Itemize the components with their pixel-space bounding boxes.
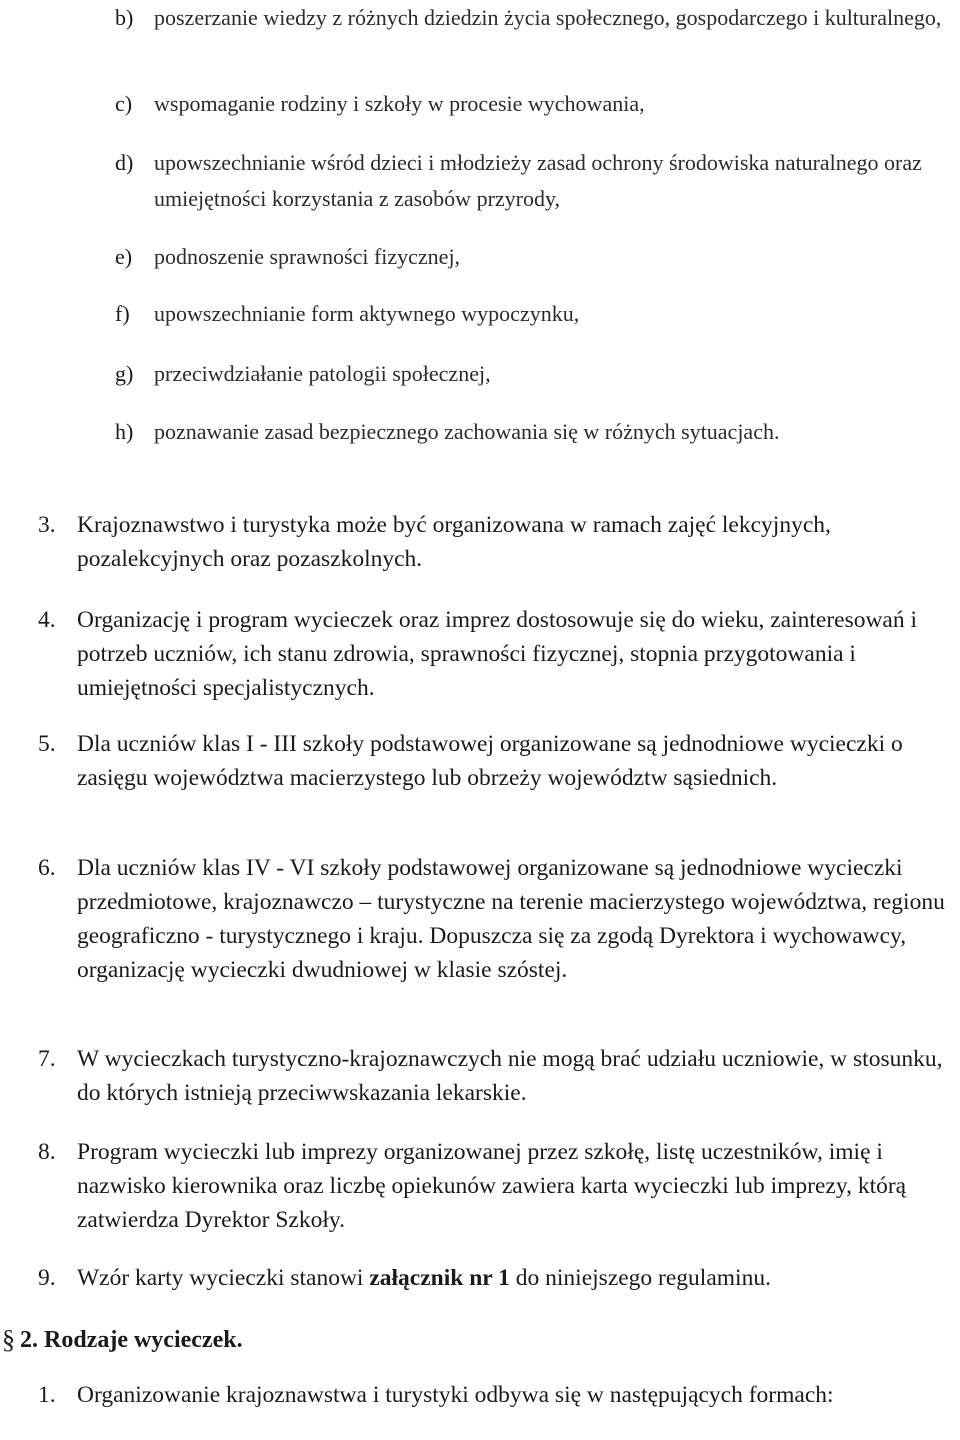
item-marker: g) xyxy=(115,361,134,386)
item-marker: c) xyxy=(115,91,133,116)
point-text: Krajoznawstwo i turystyka może być organizowana w ramach zajęć lekcyjnych, pozalekcyjnych oraz pozaszkolnych. xyxy=(77,512,831,572)
point-number: 6. xyxy=(38,855,56,881)
item-marker: b) xyxy=(115,5,134,30)
item-text: poznawanie zasad bezpiecznego zachowania się w różnych sytuacjach. xyxy=(154,419,780,444)
item-text: podnoszenie sprawności fizycznej, xyxy=(154,244,461,269)
point-number: 7. xyxy=(38,1046,56,1072)
point-text: Organizowanie krajoznawstwa i turystyki odbywa się w następujących formach: xyxy=(77,1382,834,1408)
point-text: W wycieczkach turystyczno-krajoznawczych nie mogą brać udziału uczniowie, w stosunku, do których istnieją przeciwwskazania lekarskie. xyxy=(77,1046,943,1106)
point-text xyxy=(77,1261,957,1295)
point-text-before: Wzór karty wycieczki stanowi xyxy=(77,1265,370,1291)
point-number: 3. xyxy=(38,512,56,538)
item-marker: d) xyxy=(115,150,134,175)
point-text: Organizację i program wycieczek oraz imprez dostosowuje się do wieku, zainteresowań i potrzeb uczniów, ich stanu zdrowia, sprawności fizycznej, stopnia przygotowania i umiejętności specjalistycznych. xyxy=(77,607,918,701)
item-text: upowszechnianie wśród dzieci i młodzieży zasad ochrony środowiska naturalnego oraz umiejętności korzystania z zasobów przyrody, xyxy=(154,150,922,211)
point-number: 4. xyxy=(38,607,56,633)
point-number: 5. xyxy=(38,731,56,757)
item-marker: e) xyxy=(115,244,133,269)
item-text: poszerzanie wiedzy z różnych dziedzin życia społecznego, gospodarczego i kulturalnego, xyxy=(154,5,942,30)
point-text: Dla uczniów klas IV - VI szkoły podstawowej organizowane są jednodniowe wycieczki przedmiotowe, krajoznawczo – turystyczne na terenie macierzystego województwa, regionu geograficzno - turystycznego i kraju. Dopuszcza się za zgodą Dyrektora i wychowawcy, organizację wycieczki dwudniowej w klasie szóstej. xyxy=(77,855,945,983)
attachment-reference: załącznik nr 1 xyxy=(369,1265,510,1291)
section-title: 2. Rodzaje wycieczek. xyxy=(20,1327,243,1353)
section-heading xyxy=(0,1320,960,1360)
point-text: Dla uczniów klas I - III szkoły podstawowej organizowane są jednodniowe wycieczki o zasięgu województwa macierzystego lub obrzeży województw sąsiednich. xyxy=(77,731,903,791)
item-text: przeciwdziałanie patologii społecznej, xyxy=(154,361,491,386)
item-text: wspomaganie rodziny i szkoły w procesie wychowania, xyxy=(154,91,645,116)
point-number: 1. xyxy=(38,1382,56,1408)
item-marker: h) xyxy=(115,419,134,444)
point-number: 9. xyxy=(38,1265,56,1291)
item-marker: f) xyxy=(115,301,130,326)
point-text: Program wycieczki lub imprezy organizowanej przez szkołę, listę uczestników, imię i nazwisko kierownika oraz liczbę opiekunów zawiera karta wycieczki lub imprezy, którą zatwierdza Dyrektor Szkoły. xyxy=(77,1139,907,1233)
point-text-after: do niniejszego regulaminu. xyxy=(509,1265,771,1291)
point-number: 8. xyxy=(38,1139,56,1165)
section-sign: § xyxy=(2,1325,15,1354)
item-text: upowszechnianie form aktywnego wypoczynku, xyxy=(154,301,580,326)
